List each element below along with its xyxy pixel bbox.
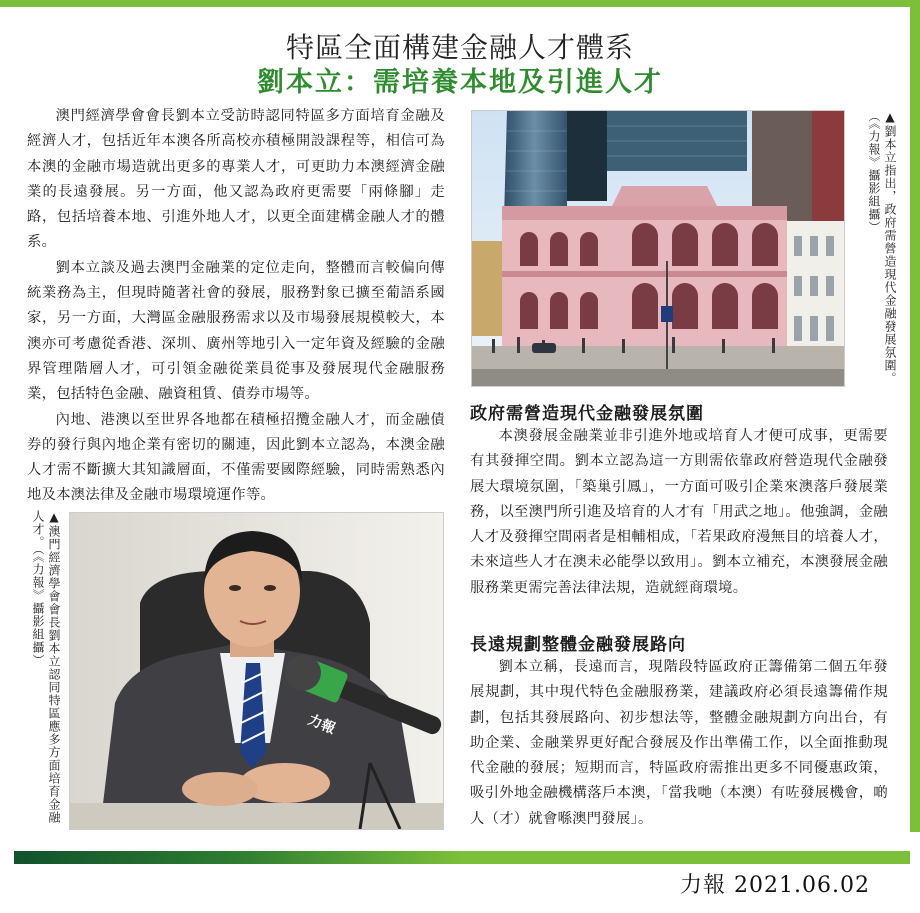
headline: 特區全面構建金融人才體系 <box>285 31 634 64</box>
portrait-caption: ▲澳門經濟學會會長劉本立認同特區應多方面培育金融人才。（《力報》攝影組攝） <box>31 510 61 824</box>
section-2-heading: 長遠規劃整體金融發展路向 <box>470 635 686 655</box>
sub-headline: 劉本立：需培養本地及引進人才 <box>257 67 663 98</box>
mic-label: 力報 <box>305 712 338 738</box>
building-photo <box>471 110 845 387</box>
portrait-photo <box>69 512 444 830</box>
top-green-bar <box>0 0 920 7</box>
bottom-green-bar <box>14 851 910 864</box>
section-1-heading: 政府需營造現代金融發展氛圍 <box>470 404 704 424</box>
section-1-body <box>470 424 888 601</box>
section-2-paragraph: 劉本立稱，長遠而言，現階段特區政府正籌備第二個五年發展規劃，其中現代特色金融服務業，建議政府必須長遠籌備作規劃，包括其發展路向、初步想法等，整體金融規劃方向出台，有助企業、金融業界更好配合發展及作出準備工作，以全面推動現代金融的發展；短期而言，特區政府需推出更多不同優惠政策，吸引外地金融機構落戶本澳，「當我哋（本澳）有咗發展機會，啲人（才）就會喺澳門發展」。 <box>470 659 888 827</box>
building-illustration <box>472 111 844 386</box>
article-left-column <box>27 104 445 509</box>
section-2-body <box>470 655 888 832</box>
building-caption: ▲劉本立指出，政府需營造現代金融發展氛圍。（《力報》攝影組攝） <box>867 110 897 385</box>
paragraph-1: 澳門經濟學會會長劉本立受訪時認同特區多方面培育金融及經濟人才，包括近年本澳各所高校亦積極開設課程等，相信可為本澳的金融市場造就出更多的專業人才，可更助力本澳經濟金融業的長遠發展。另一方面，他又認為政府更需要「兩條腳」走路，包括培養本地、引進外地人才，以更全面建構金融人才的體系。 <box>27 108 445 251</box>
portrait-illustration <box>70 513 443 829</box>
paragraph-3: 內地、港澳以至世界各地都在積極招攬金融人才，而金融債券的發行與內地企業有密切的關連，因此劉本立認為，本澳金融人才需不斷擴大其知識層面，不僅需要國際經驗，同時需熟悉內地及本澳法律及金融市場環境運作等。 <box>27 411 445 504</box>
right-green-bar <box>910 0 920 832</box>
source-date: 力報 2021.06.02 <box>680 873 870 898</box>
paragraph-2: 劉本立談及過去澳門金融業的定位走向，整體而言較偏向傳統業務為主，但現時隨著社會的發展，服務對象已擴至葡語系國家，另一方面，大灣區金融服務需求以及市場發展規模較大，本澳亦可考慮從香港、深圳、廣州等地引入一定年資及經驗的金融界管理階層人才，可引領金融從業員從事及發展現代金融服務業，包括特色金融、融資租賃、債券市場等。 <box>27 259 445 403</box>
section-1-paragraph: 本澳發展金融業並非引進外地或培育人才便可成事，更需要有其發揮空間。劉本立認為這一方則需依靠政府營造現代金融發展大環境氛圍，「築巢引鳳」，一方面可吸引企業來澳落戶發展業務，以至澳門所引進及培育的人才有「用武之地」。他強調，金融人才及發揮空間兩者是相輔相成，「若果政府漫無目的培養人才，未來這些人才在澳未必能學以致用」。劉本立補充，本澳發展金融服務業更需完善法律法規，造就經商環境。 <box>470 428 888 596</box>
